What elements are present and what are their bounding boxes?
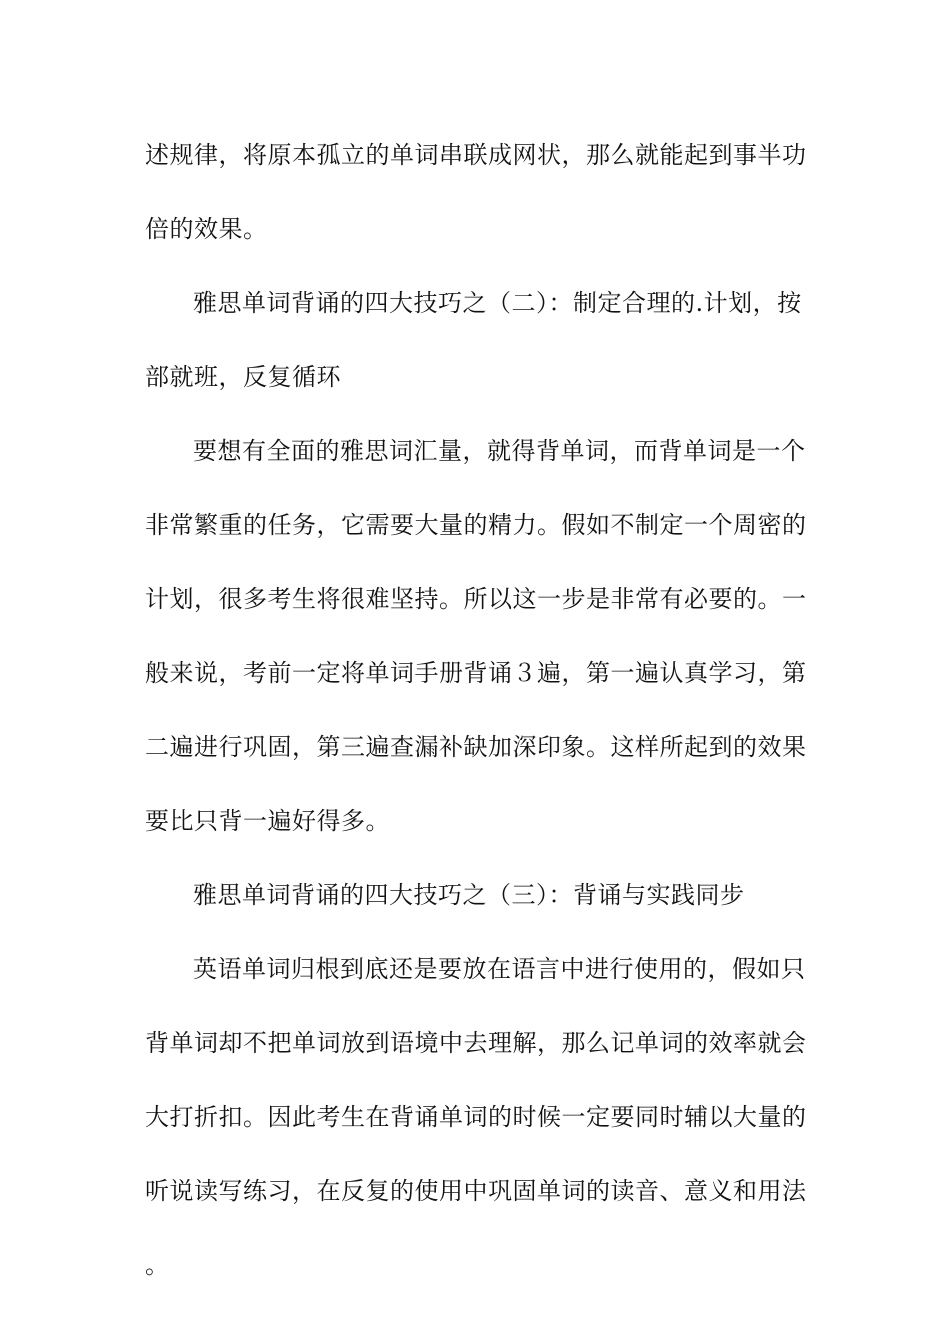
section-heading-2: 雅思单词背诵的四大技巧之（二）：制定合理的.计划，按部就班，反复循环 xyxy=(145,289,802,391)
section-heading-3: 雅思单词背诵的四大技巧之（三）：背诵与实践同步 xyxy=(193,881,745,909)
paragraph-practice: 英语单词归根到底还是要放在语言中进行使用的，假如只背单词却不把单词放到语境中去理解，那么记单词的效率就会大打折扣。因此考生在背诵单词的时候一定要同时辅以大量的听说读写练习，在反复的使用中巩固单词的读音、意义和用法。 xyxy=(145,955,807,1279)
paragraph-continuation: 述规律，将原本孤立的单词串联成网状，那么就能起到事半功倍的效果。 xyxy=(145,141,807,243)
paragraph-plan: 要想有全面的雅思词汇量，就得背单词，而背单词是一个非常繁重的任务，它需要大量的精力。假如不制定一个周密的计划，很多考生将很难坚持。所以这一步是非常有必要的。一般来说，考前一定将单词手册背诵３遍，第一遍认真学习，第二遍进行巩固，第三遍查漏补缺加深印象。这样所起到的效果要比只背一遍好得多。 xyxy=(145,437,807,835)
document-body xyxy=(145,118,825,1302)
